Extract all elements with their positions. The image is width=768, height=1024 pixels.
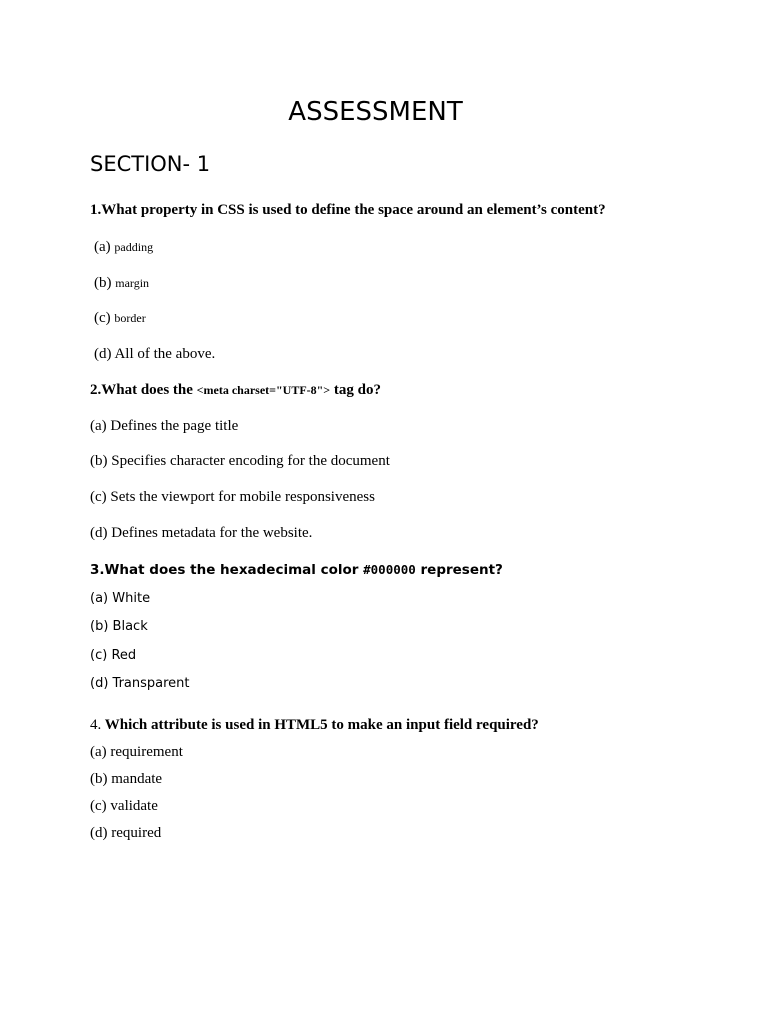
question-1-text: What property in CSS is used to define the space around an element’s content? — [101, 202, 606, 218]
question-3-code: #000000 — [363, 562, 416, 577]
question-3 — [90, 560, 503, 580]
question-3-text-before: What does the hexadecimal color — [104, 562, 364, 578]
option-text: padding — [114, 240, 154, 254]
option-prefix: (b) — [90, 771, 108, 787]
question-4 — [90, 715, 539, 735]
option-text: mandate — [111, 771, 163, 787]
question-3-option-b — [90, 618, 148, 636]
option-prefix: (d) — [94, 346, 112, 362]
option-text: margin — [115, 276, 150, 290]
question-3-text-after: represent? — [415, 562, 503, 578]
option-prefix: (a) — [90, 418, 107, 434]
question-3-option-d — [90, 675, 190, 693]
question-2-option-a — [90, 416, 238, 436]
question-1-number: 1. — [90, 202, 102, 218]
option-text: Black — [112, 619, 148, 634]
option-prefix: (a) — [90, 744, 107, 760]
option-prefix: (b) — [90, 619, 109, 634]
option-text: border — [114, 311, 146, 325]
option-text: Red — [111, 648, 137, 663]
option-text: Defines metadata for the website. — [111, 525, 313, 541]
question-3-option-a — [90, 590, 150, 608]
option-text: Specifies character encoding for the document — [111, 453, 390, 469]
question-4-option-d — [90, 823, 161, 843]
question-2-option-d — [90, 523, 312, 543]
option-prefix: (d) — [90, 676, 109, 691]
question-1-option-b — [94, 273, 149, 293]
option-prefix: (c) — [90, 798, 107, 814]
option-prefix: (d) — [90, 525, 108, 541]
option-text: requirement — [110, 744, 183, 760]
option-prefix: (d) — [90, 825, 108, 841]
question-1-option-a — [94, 237, 153, 257]
question-3-option-c — [90, 647, 136, 665]
option-text: Sets the viewport for mobile responsiveness — [110, 489, 375, 505]
option-text: required — [111, 825, 162, 841]
question-2-code: <meta charset="UTF-8"> — [196, 383, 331, 397]
question-2-text-after: tag do? — [330, 382, 381, 398]
option-text: White — [112, 591, 151, 606]
document-title: ASSESSMENT — [288, 97, 463, 127]
question-3-number: 3. — [90, 562, 105, 578]
question-2-text-before: What does the — [101, 382, 197, 398]
option-prefix: (a) — [94, 239, 111, 255]
option-prefix: (a) — [90, 591, 109, 606]
question-4-option-a — [90, 742, 183, 762]
option-prefix: (b) — [90, 453, 108, 469]
question-4-option-b — [90, 769, 162, 789]
question-4-number: 4. — [90, 717, 102, 733]
option-text: All of the above. — [114, 346, 216, 362]
question-1-option-c — [94, 308, 146, 328]
question-2-option-c — [90, 487, 375, 507]
section-heading: SECTION- 1 — [90, 152, 211, 176]
option-prefix: (c) — [94, 310, 111, 326]
option-prefix: (b) — [94, 275, 112, 291]
question-4-text: Which attribute is used in HTML5 to make an input field required? — [101, 717, 539, 733]
question-2-number: 2. — [90, 382, 102, 398]
option-text: Defines the page title — [110, 418, 239, 434]
question-2-option-b — [90, 451, 390, 471]
option-prefix: (c) — [90, 489, 107, 505]
question-2 — [90, 380, 381, 400]
question-1 — [90, 200, 606, 220]
question-4-option-c — [90, 796, 158, 816]
option-text: Transparent — [112, 676, 190, 691]
option-prefix: (c) — [90, 648, 108, 663]
option-text: validate — [110, 798, 158, 814]
question-1-option-d — [94, 344, 215, 364]
